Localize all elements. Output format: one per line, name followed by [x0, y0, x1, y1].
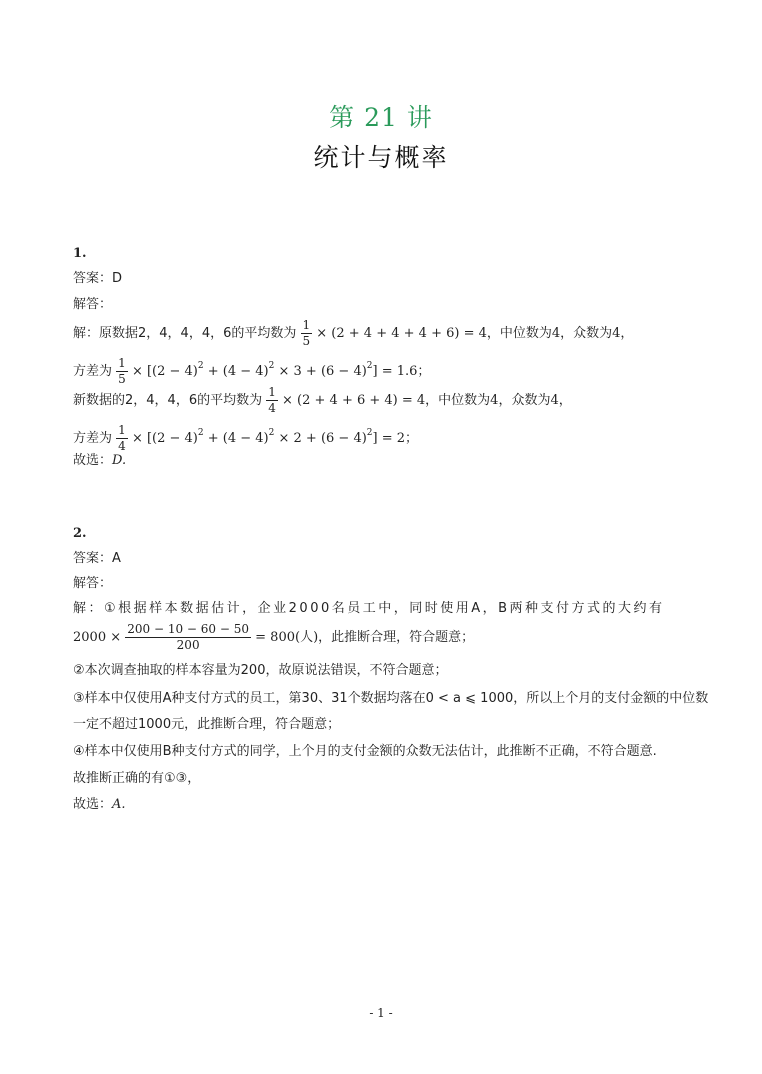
q1-l1-expression: × (2 + 4 + 4 + 4 + 6) = 4，中位数为4，众数为4，	[316, 326, 634, 341]
q2-line-7: 故推断正确的有①③，	[73, 771, 201, 786]
q2-choice	[73, 796, 126, 814]
q1-number: 1.	[73, 246, 87, 261]
fraction-denominator: 4	[268, 401, 276, 415]
q1-l4-fraction	[116, 423, 128, 454]
q1-line-mean-new	[73, 385, 572, 417]
q1-solution-label: 解答：	[73, 297, 113, 312]
q2-line-5: 一定不超过1000元，此推断合理，符合题意；	[73, 717, 341, 732]
fraction-numerator: 1	[268, 385, 276, 399]
q1-l1-fraction	[301, 318, 313, 349]
q1-l3-text: 新数据的2，4，4，6的平均数为	[73, 393, 263, 408]
q1-l4-expression-a: × [(2 − 4)	[131, 431, 198, 446]
q1-l4-expression-c: × 2 + (6 − 4)	[274, 431, 367, 446]
exponent: 2	[197, 361, 204, 371]
q1-l2-fraction	[116, 356, 128, 387]
exponent: 2	[197, 428, 204, 438]
q2-line-6: ④样本中仅使用B种支付方式的同学，上个月的支付金额的众数无法估计，此推断不正确，不符合题意.	[73, 744, 657, 759]
q1-l2-text: 方差为	[73, 364, 113, 379]
q1-l3-expression: × (2 + 4 + 6 + 4) = 4，中位数为4，众数为4，	[282, 393, 572, 408]
q1-choice-value: D.	[112, 453, 127, 468]
q1-l2-expression-a: × [(2 − 4)	[131, 364, 198, 379]
fraction-denominator: 5	[118, 372, 126, 386]
q1-l4-expression-b: + (4 − 4)	[203, 431, 269, 446]
exponent: 2	[268, 361, 275, 371]
q2-line-4: ③样本中仅使用A种支付方式的员工，第30、31个数据均落在0 < a ⩽ 1000，所以上个月的支付金额的中位数	[73, 691, 709, 706]
q1-line-variance-new	[73, 417, 418, 455]
q2-answer: 答案：A	[73, 551, 121, 566]
fraction-denominator: 4	[118, 439, 126, 453]
exponent: 2	[268, 428, 275, 438]
fraction-denominator: 200	[176, 638, 200, 652]
fraction-denominator: 5	[302, 334, 311, 348]
lecture-title: 第 21 讲	[329, 103, 433, 132]
fraction-numerator: 1	[302, 318, 311, 332]
q2-line-3: ②本次调查抽取的样本容量为200，故原说法错误，不符合题意；	[73, 663, 448, 678]
q2-choice-label: 故选：	[73, 797, 113, 812]
q2-line-2	[73, 621, 474, 655]
q1-choice	[73, 452, 126, 470]
q1-answer: 答案：D	[73, 271, 123, 286]
q1-l4-expression-d: ] = 2；	[372, 431, 419, 446]
q1-l1-text: 解：原数据2，4，4，4，6的平均数为	[73, 326, 297, 341]
q2-number: 2.	[73, 526, 87, 541]
fraction-numerator: 1	[118, 356, 126, 370]
q1-choice-label: 故选：	[73, 453, 113, 468]
subject-title: 统计与概率	[313, 143, 449, 172]
q1-l3-fraction	[266, 385, 278, 416]
q2-l2-expression-b: = 800(人)，此推断合理，符合题意；	[255, 630, 475, 645]
fraction-numerator: 200 − 10 − 60 − 50	[127, 622, 250, 636]
q1-l2-expression-d: ] = 1.6；	[372, 364, 431, 379]
q1-l2-expression-c: × 3 + (6 − 4)	[274, 364, 367, 379]
exponent: 2	[366, 361, 373, 371]
page-number: - 1 -	[369, 1006, 393, 1020]
q1-l4-text: 方差为	[73, 431, 113, 446]
q2-solution-label: 解答：	[73, 576, 113, 591]
q1-line-mean-original	[73, 318, 633, 350]
exponent: 2	[366, 428, 373, 438]
q2-line-1: 解：①根据样本数据估计，企业2000名员工中，同时使用A，B两种支付方式的大约有	[73, 601, 665, 616]
q2-l2-fraction	[125, 622, 251, 653]
q2-l2-expression-a: 2000 ×	[73, 630, 122, 645]
fraction-numerator: 1	[118, 423, 126, 437]
q1-l2-expression-b: + (4 − 4)	[203, 364, 269, 379]
q2-choice-value: A.	[112, 797, 126, 812]
q1-line-variance-original	[73, 350, 430, 388]
